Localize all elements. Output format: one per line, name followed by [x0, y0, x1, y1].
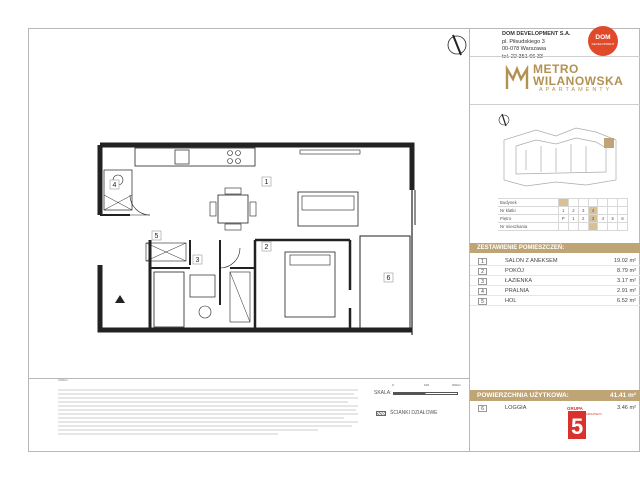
- info-cell: 4: [598, 215, 608, 223]
- info-cell: [588, 199, 598, 207]
- company-name: DOM DEVELOPMENT S.A.: [502, 31, 571, 37]
- notes-text-lines: [58, 382, 360, 440]
- rooms-header: ZESTAWIENIE POMIESZCZEŃ:: [470, 243, 640, 253]
- scale-tick: 100: [424, 383, 430, 387]
- room-label-4: 4: [112, 182, 117, 189]
- room-name: HOL: [505, 298, 517, 304]
- room-row: [470, 256, 640, 266]
- room-area: 8.79 m²: [617, 268, 636, 274]
- metro-logo-icon: [505, 65, 529, 91]
- info-row-mieszkanie: [498, 223, 628, 231]
- info-cell: [608, 199, 618, 207]
- walls-legend-label: ŚCIANKI DZIAŁOWE: [390, 410, 438, 416]
- notes-title: UWAGI:: [58, 378, 69, 382]
- brand-sub: APARTAMENTY: [539, 87, 613, 93]
- info-label: Budynek: [498, 199, 558, 207]
- info-cell: 2: [578, 215, 588, 223]
- room-num: 3: [478, 278, 487, 285]
- dom-logo-text: DOM: [595, 34, 611, 41]
- info-cell: [598, 199, 608, 207]
- room-label-1: 1: [264, 179, 269, 186]
- brand-line1: METRO: [533, 62, 579, 76]
- grupa-caption: ARCHITEKCI: [586, 413, 602, 416]
- info-row-pietro: [498, 215, 628, 223]
- total-area-value: 41.41 m²: [609, 392, 636, 399]
- info-cell: P: [558, 215, 568, 223]
- loggia-row: [470, 403, 640, 413]
- info-cell: [608, 207, 618, 215]
- grupa-text: GRUPA: [567, 406, 583, 411]
- info-label: Piętro: [498, 215, 558, 223]
- info-cell: [568, 199, 578, 207]
- room-num: 1: [478, 258, 487, 265]
- scale-bar: [393, 392, 458, 395]
- scale-label: SKALA:: [374, 390, 392, 396]
- room-area: 3.17 m²: [617, 278, 636, 284]
- north-arrow-icon: [445, 33, 469, 57]
- brand-line2: WILANOWSKA: [533, 74, 624, 88]
- brand-top-rule: [470, 56, 640, 57]
- room-row: [470, 296, 640, 306]
- brand-bottom-rule: [470, 104, 640, 105]
- info-cell: [568, 223, 578, 231]
- company-city: 00-078 Warszawa: [502, 46, 547, 53]
- info-cell: [618, 207, 628, 215]
- info-cell: [578, 223, 588, 231]
- info-row-budynek: [498, 199, 628, 207]
- info-cell: 4: [588, 207, 598, 215]
- info-label: Nr mieszkania: [498, 223, 558, 231]
- room-num: 2: [478, 268, 487, 275]
- room-label-6: 6: [386, 275, 391, 282]
- dom-logo: [588, 26, 618, 56]
- info-cell: [558, 223, 568, 231]
- info-cell: [588, 223, 598, 231]
- brand-title: [533, 63, 623, 87]
- room-row: [470, 266, 640, 276]
- room-row: [470, 276, 640, 286]
- room-num: 4: [478, 288, 487, 295]
- room-row: [470, 286, 640, 296]
- info-cell: [618, 199, 628, 207]
- info-cell: [598, 207, 608, 215]
- room-label-5: 5: [154, 233, 159, 240]
- info-cell: 1: [568, 215, 578, 223]
- info-cell: [608, 223, 618, 231]
- info-cell: 3: [588, 215, 598, 223]
- info-cell: [558, 199, 568, 207]
- unit-info-table: [498, 198, 628, 231]
- vertical-divider: [469, 28, 470, 452]
- loggia-name: LOGGIA: [505, 405, 527, 411]
- info-cell: [618, 223, 628, 231]
- scale-tick: 0: [392, 383, 394, 387]
- key-plan: [496, 110, 626, 194]
- room-name: ŁAZIENKA: [505, 278, 533, 284]
- room-label-3: 3: [195, 257, 200, 264]
- room-name: SALON Z ANEKSEM: [505, 258, 558, 264]
- info-cell: 1: [558, 207, 568, 215]
- info-cell: 3: [578, 207, 588, 215]
- info-cell: [578, 199, 588, 207]
- notes-divider: [28, 378, 469, 379]
- info-cell: [598, 223, 608, 231]
- room-num: 5: [478, 298, 487, 305]
- room-area: 19.02 m²: [613, 258, 636, 264]
- walls-hatch-icon: [376, 411, 386, 416]
- company-street: pl. Piłsudskiego 3: [502, 38, 545, 45]
- notes-placeholder-lines: [58, 382, 360, 438]
- info-label: Nr klatki: [498, 207, 558, 215]
- total-area-bar: [470, 390, 640, 401]
- info-cell: 5: [608, 215, 618, 223]
- room-name: POKÓJ: [505, 268, 524, 274]
- loggia-num: 6: [478, 405, 487, 412]
- scale-tick: 200cm: [452, 383, 462, 387]
- info-cell: 6: [618, 215, 628, 223]
- rooms-list: [470, 256, 640, 306]
- room-label-2: 2: [264, 244, 269, 251]
- brand-logo: [505, 63, 635, 99]
- grupa-number: 5: [571, 414, 584, 439]
- grupa5-logo-icon: [562, 405, 612, 445]
- dom-logo-sub: DEVELOPMENT: [591, 42, 615, 46]
- total-area-label: POWIERZCHNIA UŻYTKOWA:: [477, 392, 569, 399]
- company-phone: [502, 54, 570, 62]
- room-name: PRALNIA: [505, 288, 529, 294]
- loggia-area: 3.46 m²: [617, 405, 636, 411]
- info-row-klatka: [498, 207, 628, 215]
- floor-plan: [90, 140, 420, 340]
- room-area: 6.52 m²: [617, 298, 636, 304]
- room-area: 2.91 m²: [617, 288, 636, 294]
- info-cell: 2: [568, 207, 578, 215]
